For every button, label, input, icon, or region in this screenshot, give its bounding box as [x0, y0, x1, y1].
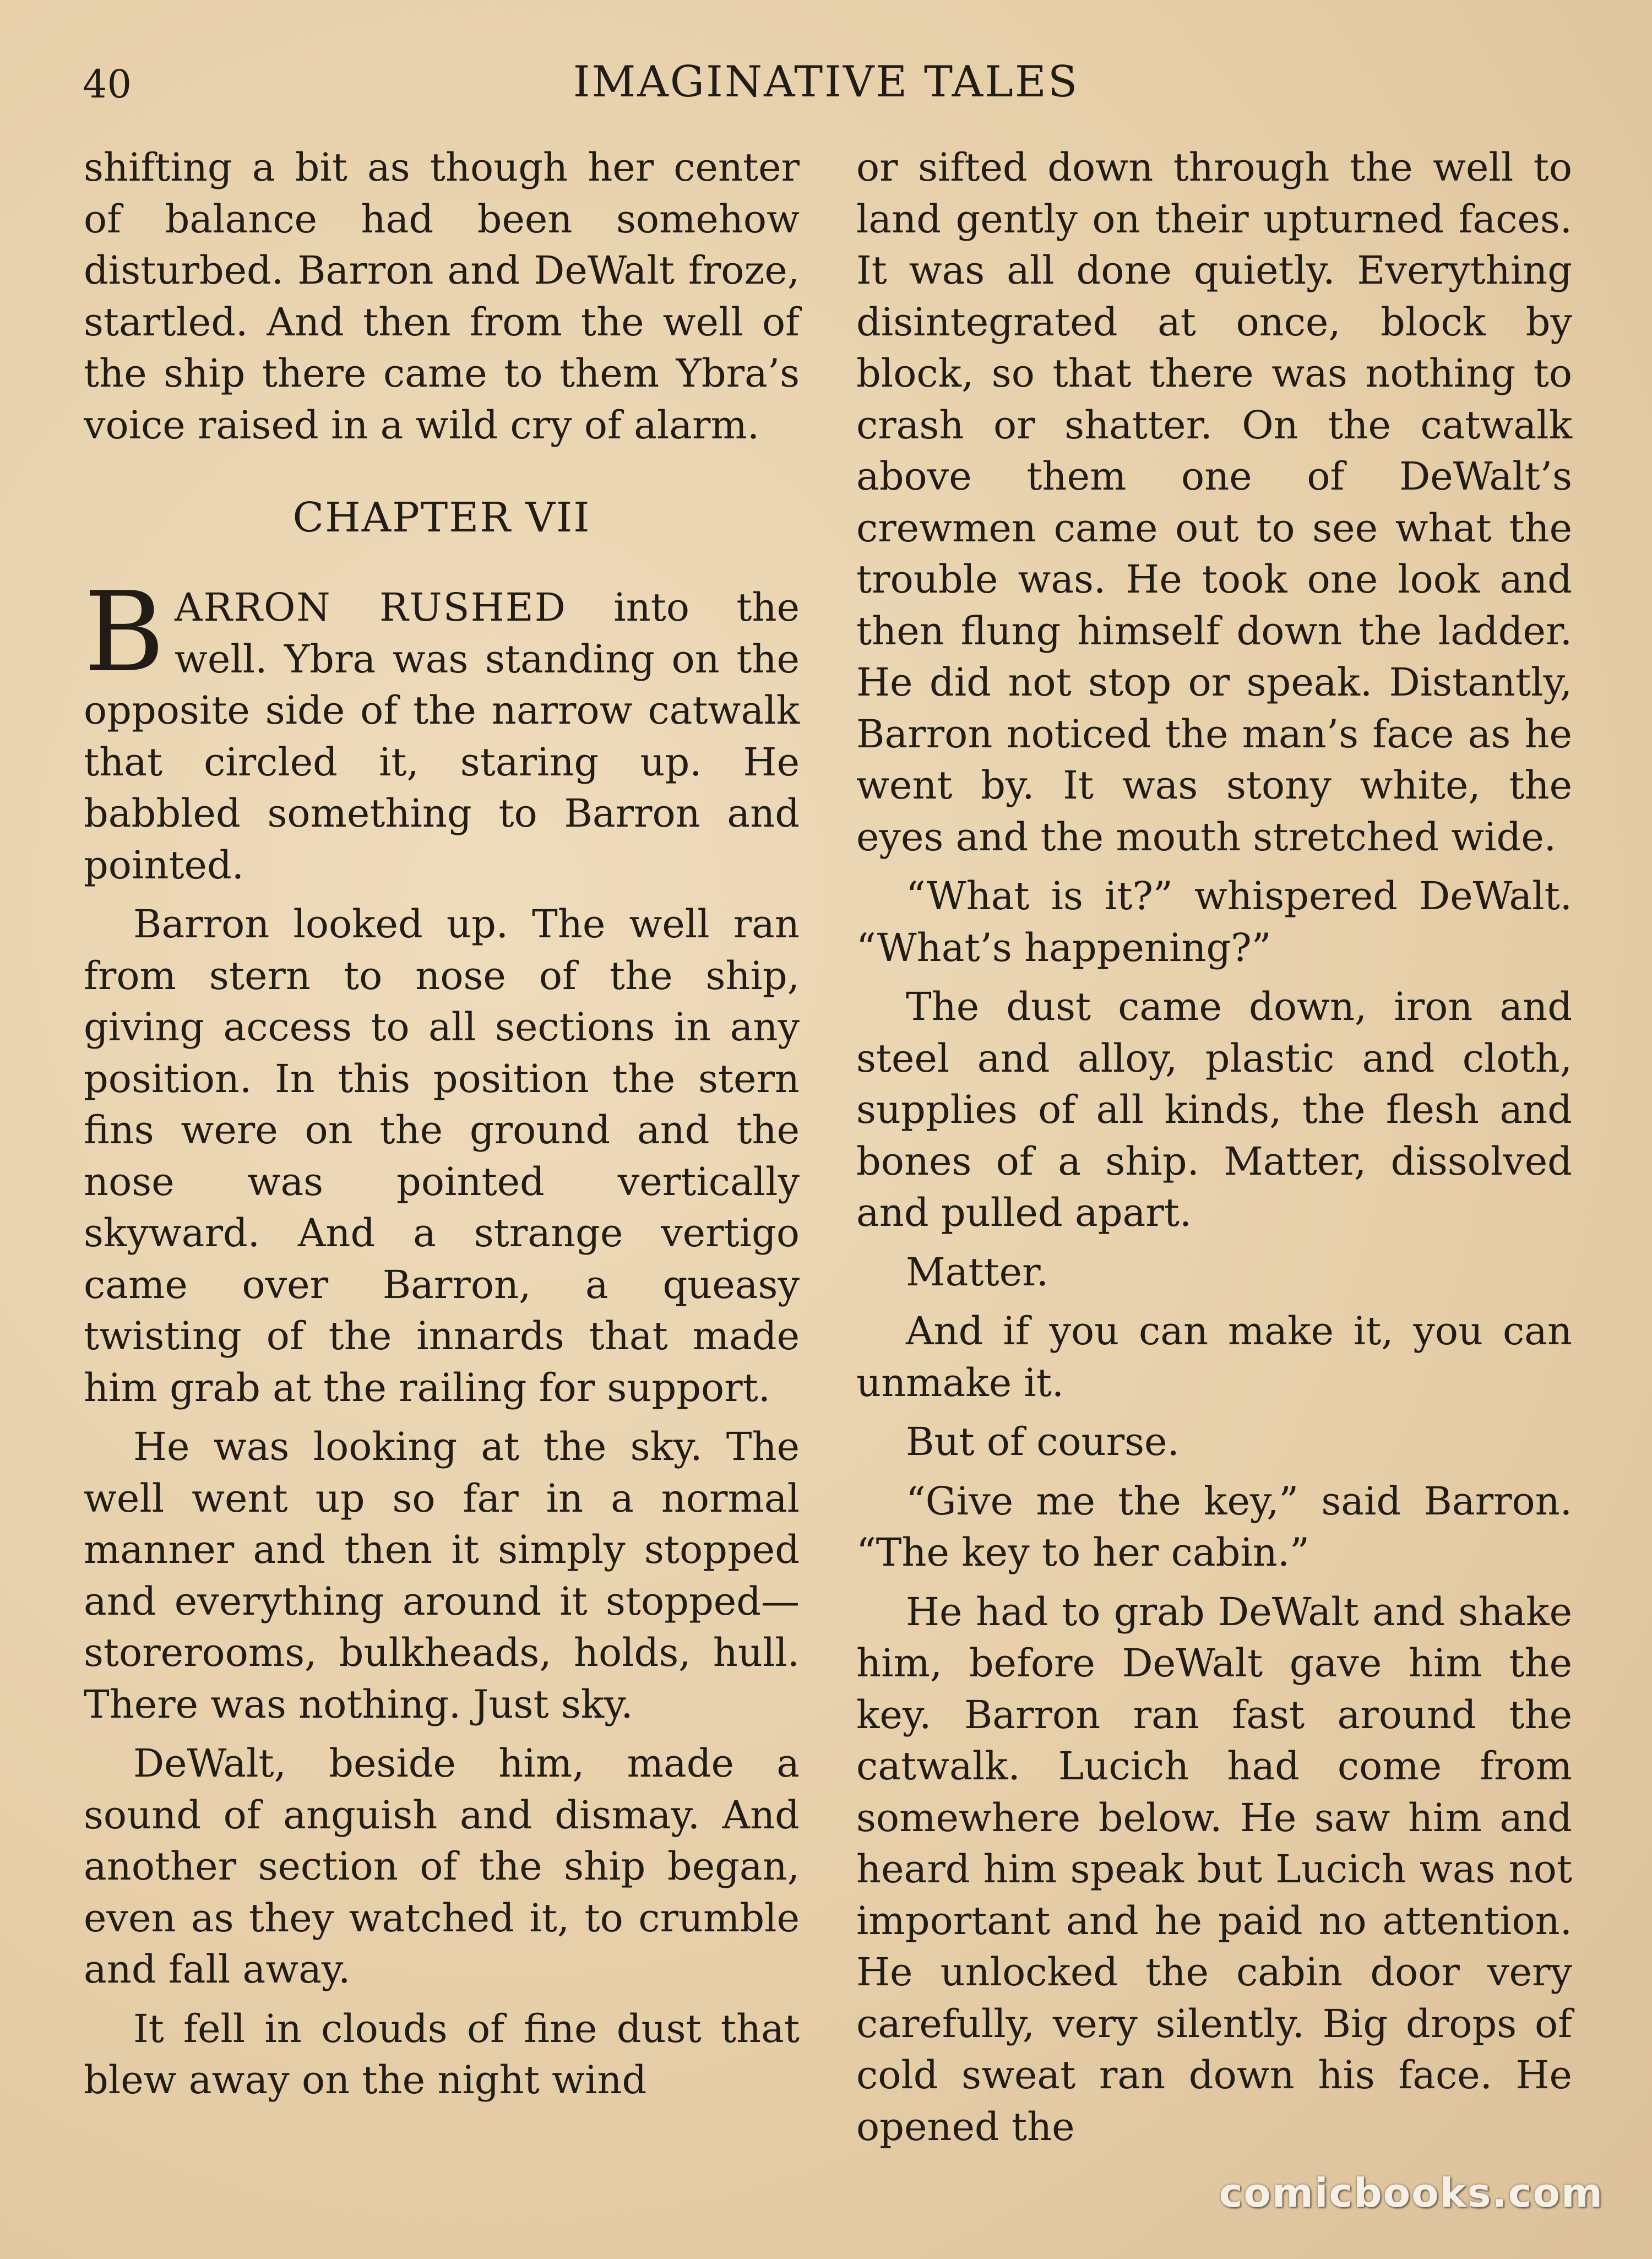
paragraph: Barron looked up. The well ran from stern to nose of the ship, giving access to all sections in any position. In this position the stern fins were on the ground and the nose was pointed vertically skyward. And a strange vertigo came over Barron, a queasy twisting of the innards that made him grab at the railing for support.	[84, 902, 800, 1410]
right-column	[856, 142, 1572, 2160]
opening-smallcaps: ARRON RUSHED	[174, 585, 567, 630]
paragraph: It fell in clouds of fine dust that blew away on the night wind	[84, 2006, 800, 2103]
paragraph: The dust came down, iron and steel and alloy, plastic and cloth, supplies of all kinds, the flesh and bones of a ship. Matter, dissolved and pulled apart.	[856, 984, 1572, 1235]
paragraph: or sifted down through the well to land gently on their upturned faces. It was all done quietly. Everything disintegrated at once, block by block, so that there was nothing to crash or shatter. On the catwalk above them one of DeWalt’s crewmen came out to see what the trouble was. He took one look and then flung himself down the ladder. He did not stop or speak. Distantly, Barron noticed the man’s face as he went by. It was stony white, the eyes and the mouth stretched wide.	[856, 145, 1572, 860]
chapter-opening-paragraph	[84, 568, 800, 891]
paragraph: shifting a bit as though her center of balance had been somehow disturbed. Barron and DeWalt froze, startled. And then from the well of the ship there came to them Ybra’s voice raised in a wild cry of alarm.	[84, 145, 800, 448]
paragraph: And if you can make it, you can unmake it.	[856, 1308, 1572, 1405]
watermark: comicbooks.com	[1219, 2170, 1604, 2216]
paragraph-text: into the well. Ybra was standing on the opposite side of the narrow catwalk that circled it, staring up. He babbled something to Barron and pointed.	[84, 585, 800, 888]
paragraph: He had to grab DeWalt and shake him, before DeWalt gave him the key. Barron ran fast around the catwalk. Lucich had come from somewhere below. He saw him and heard him speak but Lucich was not important and he paid no attention. He unlocked the cabin door very carefully, very silently. Big drops of cold sweat ran down his face. He opened the	[856, 1589, 1572, 2149]
paragraph: DeWalt, beside him, made a sound of anguish and dismay. And another section of the ship began, even as they watched it, to crumble and fall away.	[84, 1741, 800, 1992]
chapter-heading: CHAPTER VII	[292, 494, 591, 541]
paragraph: Matter.	[906, 1249, 1049, 1295]
paragraph: He was looking at the sky. The well went up so far in a normal manner and then it simply stopped and everything around it stopped—storerooms, bulkheads, holds, hull. There was nothing. Just sky.	[84, 1424, 800, 1727]
paragraph: “Give me the key,” said Barron. “The key to her cabin.”	[856, 1478, 1572, 1575]
drop-cap: B	[84, 568, 165, 697]
left-column	[84, 142, 800, 2114]
running-title: IMAGINATIVE TALES	[573, 57, 1079, 107]
page-number: 40	[83, 62, 132, 107]
paragraph: But of course.	[906, 1419, 1180, 1464]
paragraph: “What is it?” whispered DeWalt. “What’s happening?”	[856, 873, 1572, 970]
